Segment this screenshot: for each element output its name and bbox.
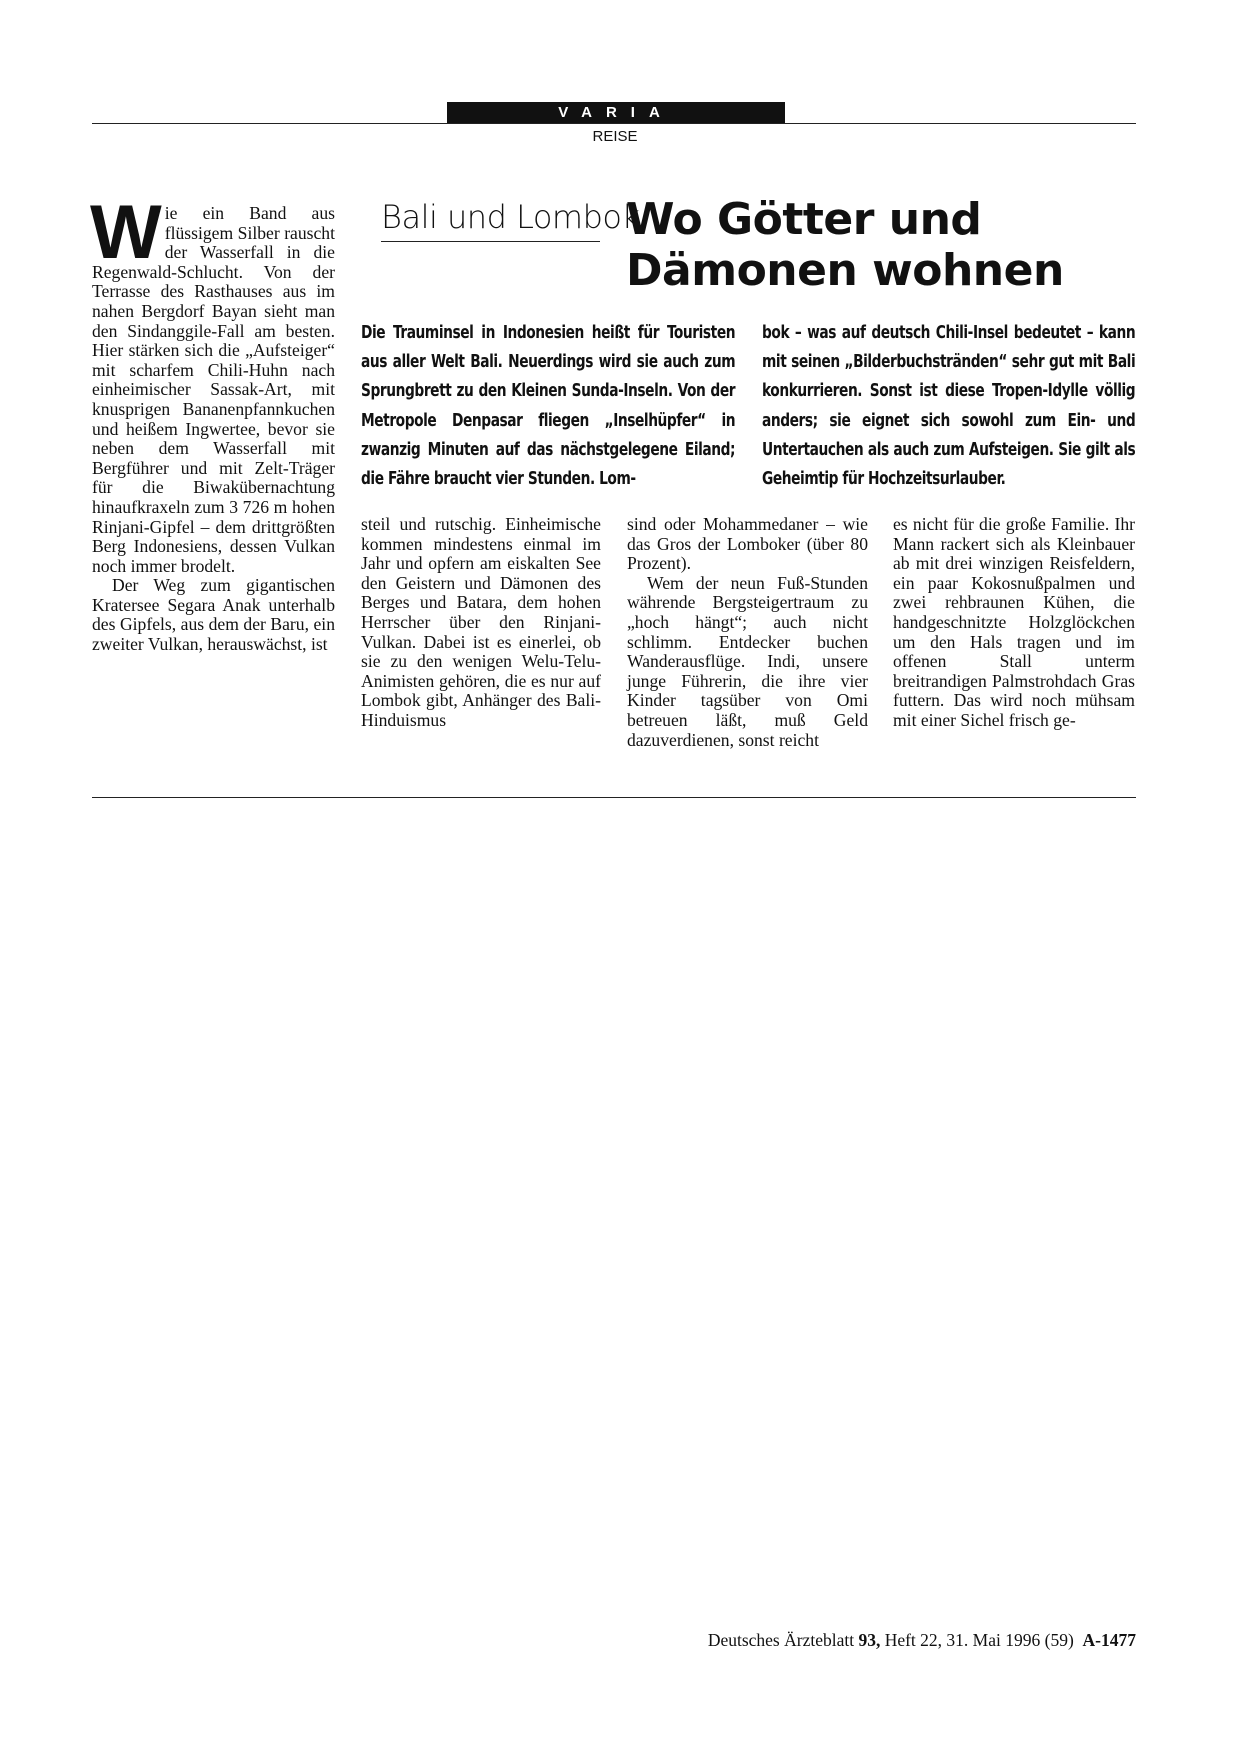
page-number: A-1477 [1082, 1630, 1136, 1650]
lead-text: bok – was auf deutsch Chili-Insel bedeutet – kann mit seinen „Bilderbuchstränden“ sehr gut mit Bali konkurrieren. Sonst ist diese Tropen-Idylle völlig anders; sie eignet sich sowohl zum Ein- und Untertauchen als auch zum Aufsteigen. Sie gilt als Geheimtip für Hochzeitsurlauber. [762, 322, 1136, 490]
kicker-rule [381, 241, 600, 242]
article-column-4 [893, 515, 1135, 731]
paragraph-text: ie ein Band aus flüssigem Silber rauscht der Wasserfall in die Regenwald-Schlucht. Von der Terrasse des Rasthauses aus im nahen Bergdorf Bayan sieht man den Sindanggile-Fall am besten. Hier stärken sich die „Aufsteiger“ mit scharfem Chili-Huhn nach einheimischer Sassak-Art, mit knusprigen Bananenpfannkuchen und heißem Ingwertee, bevor sie neben dem Wasserfall mit Bergführer und mit Zelt-Träger für die Biwakübernachtung hinaufkraxeln zum 3 726 m hohen Rinjani-Gipfel – dem drittgrößten Berg Indonesiens, dessen Vulkan noch immer brodelt. [92, 203, 335, 576]
paragraph: Der Weg zum gigantischen Kratersee Segara Anak unterhalb des Gipfels, aus dem der Baru, ein zweiter Vulkan, herauswächst, ist [92, 575, 335, 655]
article-column-2 [361, 515, 601, 731]
drop-cap: W [90, 190, 162, 275]
section-label: VARIA [447, 102, 785, 123]
journal-name: Deutsches Ärzteblatt [707, 1630, 855, 1650]
article-column-1 [90, 190, 335, 655]
paragraph: es nicht für die große Familie. Ihr Mann rackert sich als Kleinbauer ab mit drei winzigen Reisfeldern, ein paar Kokosnußpalmen und zwei rehbraunen Kühen, die handgeschnitzte Holzglöckchen um den Hals tragen und im offenen Stall unterm breitrandigen Palmstrohdach Gras futtern. Das wird noch mühsam mit einer Sichel frisch ge- [893, 514, 1135, 730]
paragraph: Wem der neun Fuß-Stunden währende Bergsteigertraum zu „hoch hängt“; auch nicht schlimm. Entdecker buchen Wanderausflüge. Indi, unsere junge Führerin, die ihre vier Kinder tagsüber von Omi betreuen läßt, muß Geld dazuverdienen, sonst reicht [627, 572, 868, 750]
subsection-label: REISE [592, 128, 638, 145]
article-headline [626, 194, 1146, 296]
page-footer [620, 1630, 1136, 1651]
header-rule [92, 123, 1136, 124]
paragraph: sind oder Mohammedaner – wie das Gros der Lomboker (über 80 Prozent). [627, 514, 868, 574]
issue-info: Heft 22, 31. Mai 1996 (59) [884, 1630, 1074, 1650]
article-kicker: Bali und Lombok [381, 198, 640, 236]
article-bottom-rule [92, 797, 1136, 798]
headline-line-1: Wo Götter und [626, 194, 982, 245]
headline-line-2: Dämonen wohnen [626, 245, 1064, 296]
journal-volume: 93, [858, 1630, 881, 1650]
lead-text: Die Trauminsel in Indonesien heißt für Touristen aus aller Welt Bali. Neuerdings wird sie auch zum Sprungbrett zu den Kleinen Sunda-Inseln. Von der Metropole Denpasar fliegen „Inselhüpfer“ in zwanzig Minuten auf das nächstgelegene Eiland; die Fähre braucht vier Stunden. Lom- [361, 322, 736, 490]
paragraph: steil und rutschig. Einheimische kommen mindestens einmal im Jahr und opfern am eiskalten See den Geistern und Dämonen des Berges und Batara, dem hohen Herrscher über den Rinjani-Vulkan. Dabei ist es einerlei, ob sie zu den wenigen Welu-Telu-Animisten gehören, die es nur auf Lombok gibt, Anhänger des Bali-Hinduismus [361, 514, 601, 730]
lead-column-1 [361, 318, 735, 493]
lead-column-2 [762, 318, 1135, 493]
paragraph [90, 190, 335, 576]
article-column-3 [627, 515, 868, 750]
